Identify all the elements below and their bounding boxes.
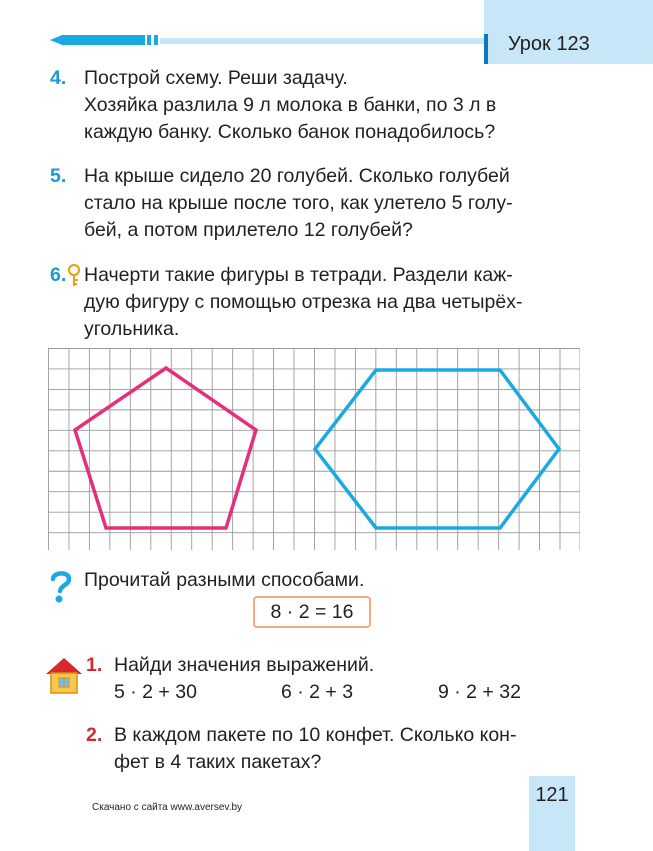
task-5-number: 5.: [50, 165, 67, 187]
formula-box: 8 · 2 = 16: [253, 596, 371, 628]
task-6-line: Начерти такие фигуры в тетради. Раздели каж-: [84, 264, 513, 286]
home-task-2-number: 2.: [86, 724, 103, 746]
task-5-text: [84, 163, 584, 244]
expression: 9 · 2 + 32: [438, 681, 521, 703]
grid-figures: [48, 348, 580, 550]
lesson-tab-line: [484, 34, 488, 64]
expression: 6 · 2 + 3: [281, 681, 354, 703]
source-credit: Скачано с сайта www.aversev.by: [92, 802, 243, 813]
home-task-1-text: Найди значения выражений.: [114, 654, 375, 676]
task-4-number: 4.: [50, 67, 67, 89]
task-4-line: Хозяйка разлила 9 л молока в банки, по 3 л в: [84, 94, 497, 116]
task-4-line: Построй схему. Реши задачу.: [84, 67, 348, 89]
home-task-1-number: 1.: [86, 654, 103, 676]
pentagon-figure: [75, 368, 256, 528]
lesson-title: Урок 123: [508, 33, 590, 55]
home-task-2-line: фет в 4 таких пакетах?: [114, 751, 322, 773]
home-task-2-text: [114, 722, 594, 776]
question-text: Прочитай разными способами.: [84, 569, 365, 591]
page-number: 121: [535, 784, 569, 806]
task-6-line: дую фигуру с помощью отрезка на два четырёх-: [84, 291, 523, 313]
task-4-text: [84, 65, 584, 146]
task-6-line: угольника.: [84, 318, 180, 340]
task-5-line: стало на крыше после того, как улетело 5 голу-: [84, 192, 513, 214]
home-task-2-line: В каждом пакете по 10 конфет. Сколько кон-: [114, 724, 517, 746]
question-icon: [48, 570, 74, 604]
task-6-text: [84, 262, 584, 343]
task-4-line: каждую банку. Сколько банок понадобилось?: [84, 121, 496, 143]
header-decor-bar: [50, 32, 490, 48]
task-5-line: бей, а потом прилетело 12 голубей?: [84, 219, 413, 241]
task-5-line: На крыше сидело 20 голубей. Сколько голубей: [84, 165, 510, 187]
key-icon: [66, 264, 82, 288]
lesson-tab: [484, 0, 653, 64]
page-number-tab: [529, 776, 575, 851]
expression: 5 · 2 + 30: [114, 681, 197, 703]
task-6-number: 6.: [50, 264, 67, 286]
home-icon: [44, 656, 84, 696]
